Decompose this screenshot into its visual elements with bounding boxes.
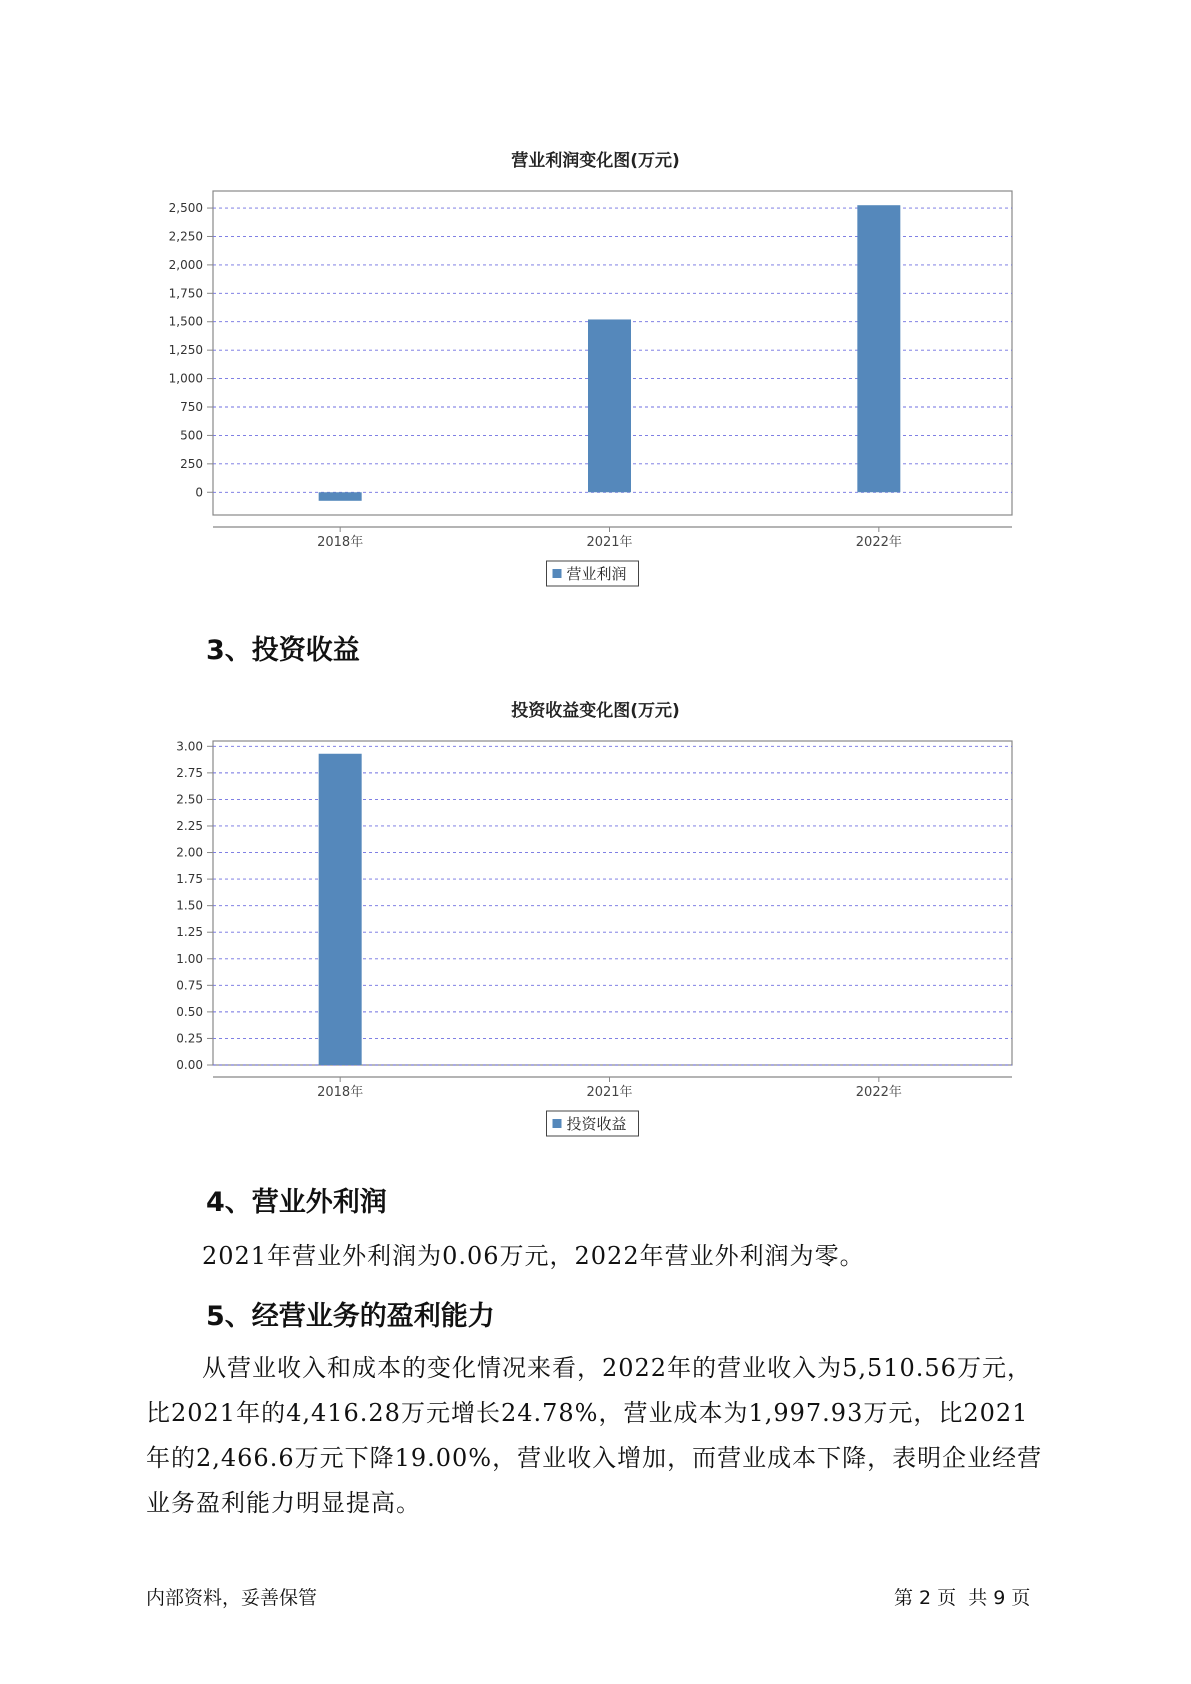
y-tick-label: 2.25 xyxy=(176,818,203,833)
y-tick-label: 750 xyxy=(180,400,203,414)
footer-page-number: 第 2 页 共 9 页 xyxy=(894,1587,1031,1609)
y-tick-label: 1.00 xyxy=(176,951,203,966)
section5-paragraph: 从营业收入和成本的变化情况来看，2022年的营业收入为5,510.56万元，比2021年的4,416.28万元增长24.78%，营业成本为1,997.93万元，比2021年的2,466.6万元下降19.00%，营业收入增加，而营业成本下降，表明企业经营业务盈利能力明显提高。 xyxy=(146,1354,1043,1517)
y-tick-label: 500 xyxy=(180,428,203,443)
chart1-title: 营业利润变化图(万元) xyxy=(511,151,680,171)
y-tick-label: 1,250 xyxy=(168,343,203,358)
bar xyxy=(857,205,900,492)
legend-label: 营业利润 xyxy=(566,565,627,583)
x-tick-label: 2021年 xyxy=(586,535,633,550)
y-tick-label: 0.00 xyxy=(176,1058,203,1072)
bar xyxy=(319,754,362,1065)
y-tick-label: 1,750 xyxy=(168,286,203,301)
section4-paragraph: 2021年营业外利润为0.06万元，2022年营业外利润为零。 xyxy=(202,1242,865,1270)
investment-income-chart xyxy=(0,735,1191,1155)
y-tick-label: 1.75 xyxy=(176,872,203,887)
x-tick-label: 2022年 xyxy=(855,535,902,550)
x-tick-label: 2018年 xyxy=(317,535,364,550)
y-tick-label: 1.25 xyxy=(176,925,203,940)
footer-confidential-note: 内部资料，妥善保管 xyxy=(146,1587,318,1609)
section5-heading: 5、经营业务的盈利能力 xyxy=(206,1301,495,1332)
y-tick-label: 2.00 xyxy=(176,845,203,860)
operating-profit-chart xyxy=(0,185,1191,605)
chart2-title: 投资收益变化图(万元) xyxy=(511,701,680,721)
x-tick-label: 2021年 xyxy=(586,1085,633,1100)
y-tick-label: 1,000 xyxy=(168,371,203,386)
y-tick-label: 2,000 xyxy=(168,257,203,272)
y-tick-label: 2.75 xyxy=(176,765,203,780)
legend-swatch xyxy=(553,1119,562,1128)
x-tick-label: 2018年 xyxy=(317,1085,364,1100)
section4-heading: 4、营业外利润 xyxy=(206,1187,387,1218)
y-tick-label: 0.25 xyxy=(176,1031,203,1046)
y-tick-label: 2,250 xyxy=(168,229,203,244)
y-tick-label: 1,500 xyxy=(168,314,203,329)
y-tick-label: 250 xyxy=(180,456,203,471)
y-tick-label: 2,500 xyxy=(168,201,203,216)
y-tick-label: 0.50 xyxy=(176,1004,203,1019)
legend-swatch xyxy=(553,569,562,578)
x-tick-label: 2022年 xyxy=(855,1085,902,1100)
legend-label: 投资收益 xyxy=(566,1115,627,1133)
bar xyxy=(588,319,631,492)
y-tick-label: 1.50 xyxy=(176,898,203,913)
y-tick-label: 0.75 xyxy=(176,978,203,993)
y-tick-label: 0 xyxy=(195,485,203,500)
section3-heading: 3、投资收益 xyxy=(206,635,360,666)
bar xyxy=(319,492,362,501)
y-tick-label: 3.00 xyxy=(176,739,203,754)
y-tick-label: 2.50 xyxy=(176,792,203,807)
